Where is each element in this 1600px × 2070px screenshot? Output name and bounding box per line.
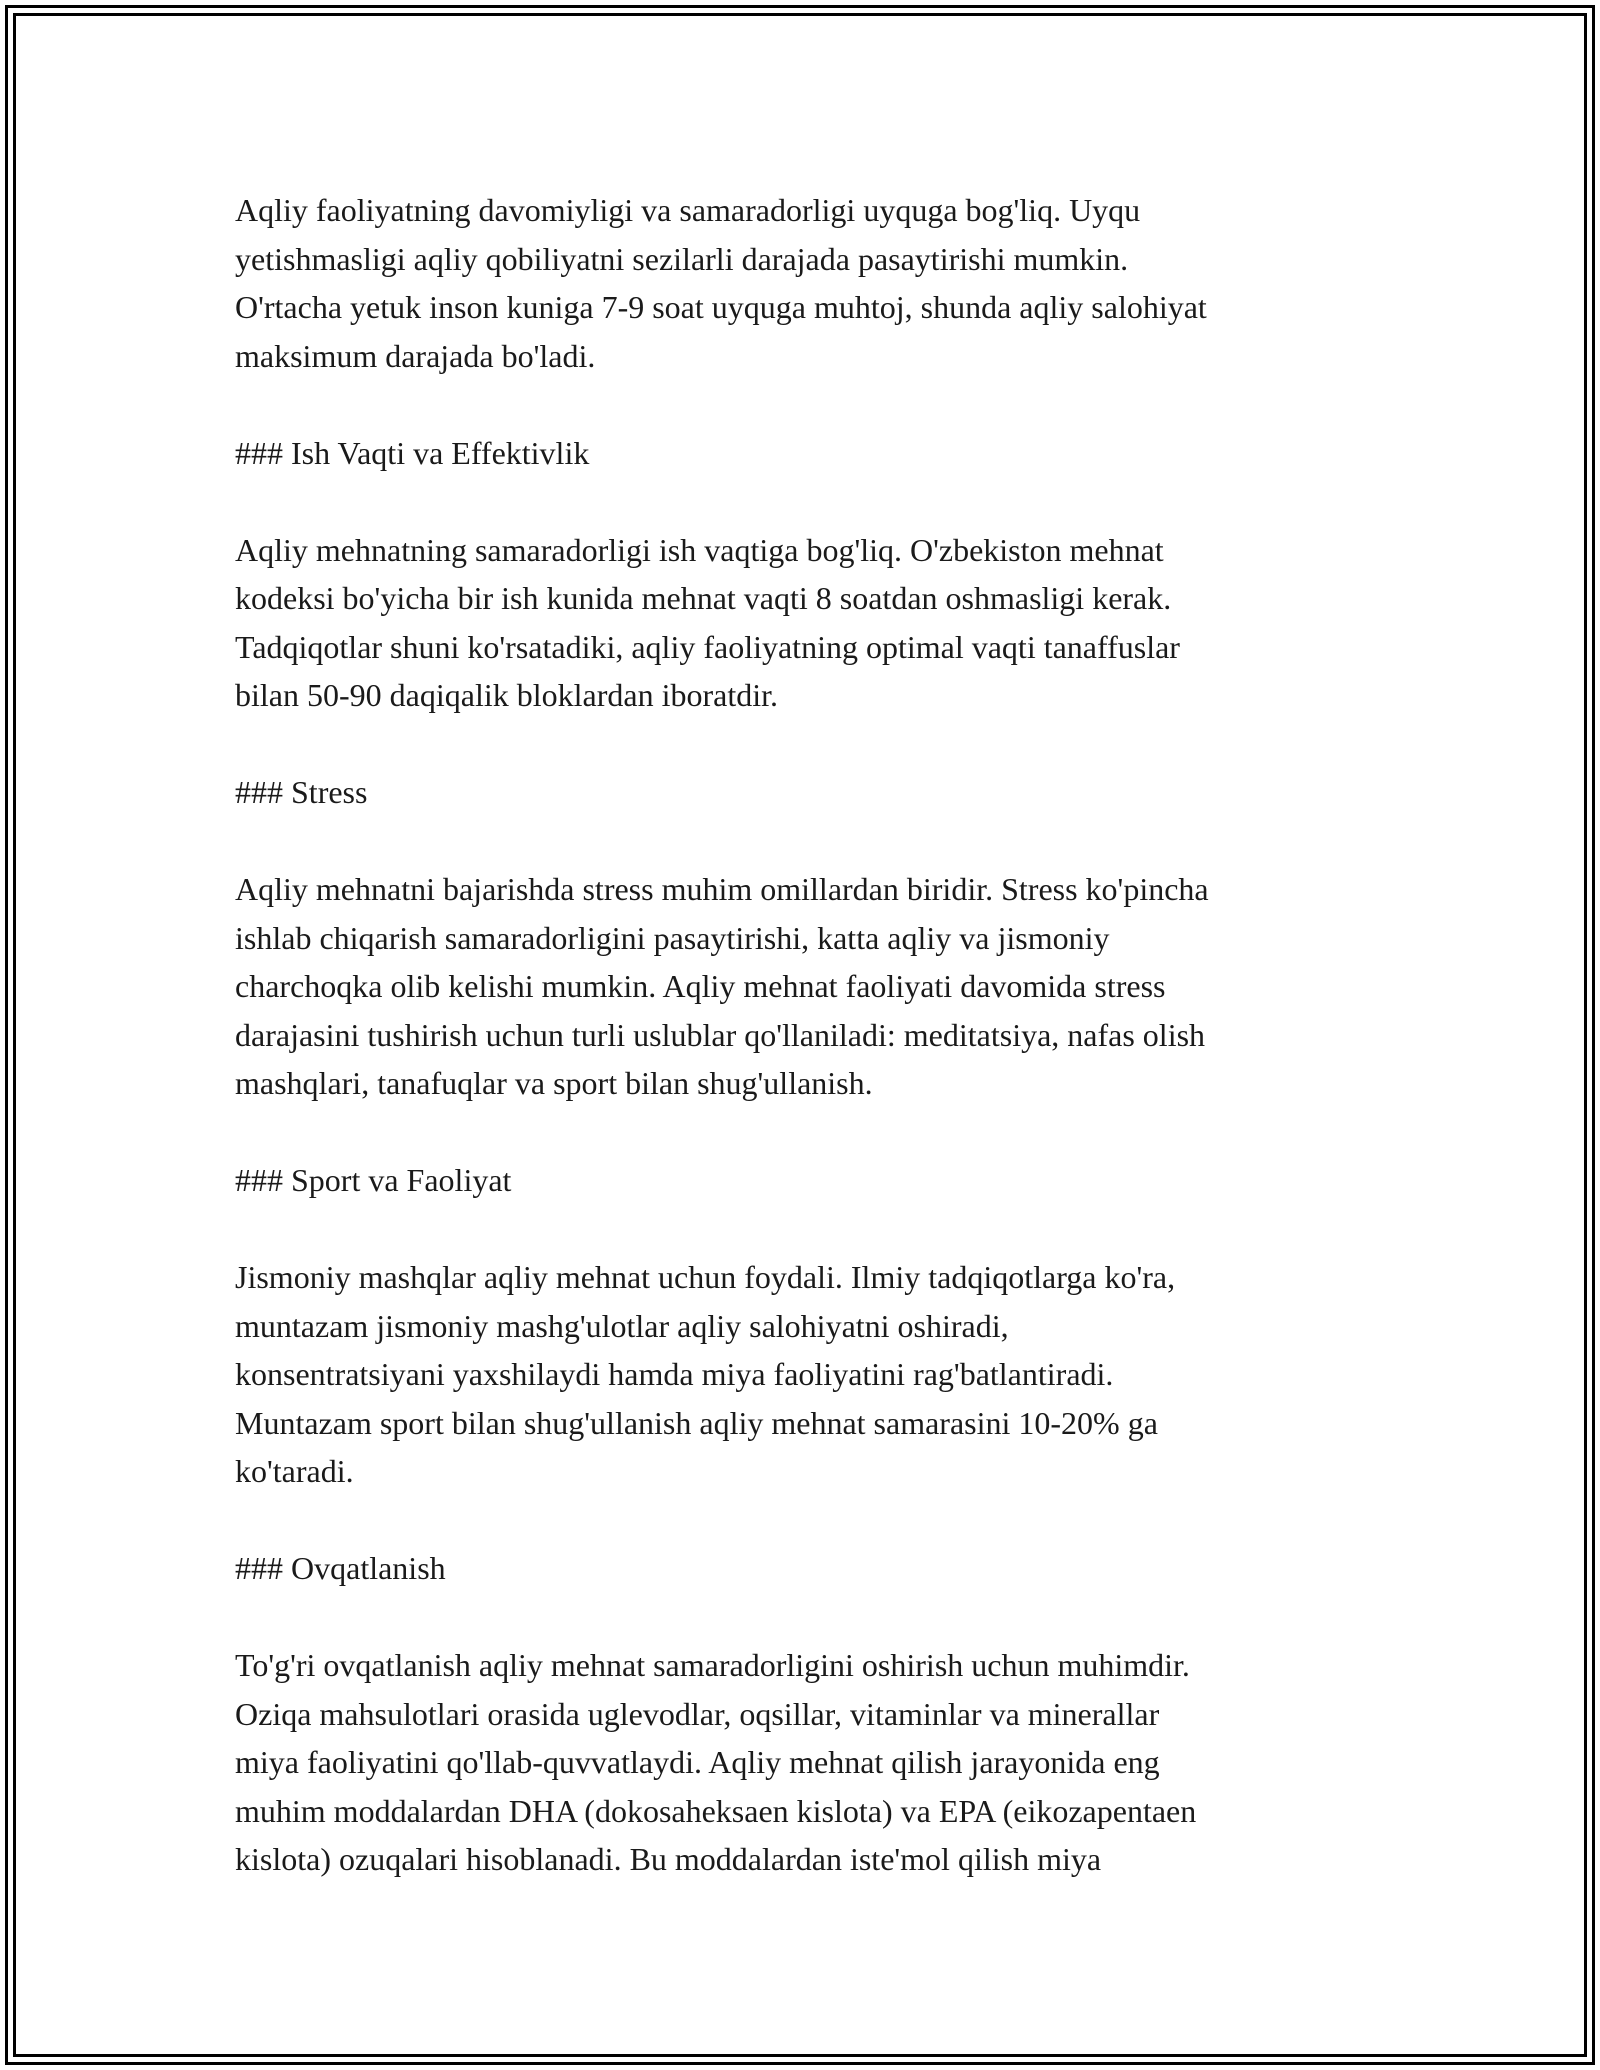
heading-work-time: ### Ish Vaqti va Effektivlik	[235, 434, 590, 471]
paragraph-work-time: Aqliy mehnatning samaradorligi ish vaqtiga bog'liq. O'zbekiston mehnat kodeksi bo'yicha bir ish kunida mehnat vaqti 8 soatdan oshmasligi kerak. Tadqiqotlar shuni ko'rsatadiki, aqliy faoliyatning optimal vaqti tanaffuslar bilan 50-90 daqiqalik bloklardan iboratdir.	[235, 531, 1180, 713]
paragraph-sleep: Aqliy faoliyatning davomiyligi va samaradorligi uyquga bog'liq. Uyqu yetishmasligi aqliy qobiliyatni sezilarli darajada pasaytirishi mumkin. O'rtacha yetuk inson kuniga 7-9 soat uyquga muhtoj, shunda aqliy salohiyat maksimum darajada bo'ladi.	[235, 192, 1207, 374]
heading-nutrition: ### Ovqatlanish	[235, 1550, 446, 1586]
paragraph-nutrition: To'g'ri ovqatlanish aqliy mehnat samaradorligini oshirish uchun muhimdir. Oziqa mahsulotlari orasida uglevodlar, oqsillar, vitaminlar va minerallar miya faoliyatini qo'llab-quvvatlaydi. Aqliy mehnat qilish jarayonida eng muhim moddalardan DHA (dokosaheksaen kislota) va EPA (eikozapentaen kislota) ozuqalari hisoblanadi. Bu moddalardan iste'mol qilish miya	[235, 1647, 1197, 1877]
document-body	[235, 186, 1375, 1884]
heading-stress: ### Stress	[235, 774, 368, 810]
paragraph-sport: Jismoniy mashqlar aqliy mehnat uchun foydali. Ilmiy tadqiqotlarga ko'ra, muntazam jismoniy mashg'ulotlar aqliy salohiyatni oshiradi, konsentratsiyani yaxshilaydi hamda miya faoliyatini rag'batlantiradi. Muntazam sport bilan shug'ullanish aqliy mehnat samarasini 10-20% ga ko'taradi.	[235, 1259, 1176, 1489]
heading-sport: ### Sport va Faoliyat	[235, 1162, 512, 1198]
paragraph-stress: Aqliy mehnatni bajarishda stress muhim omillardan biridir. Stress ko'pincha ishlab chiqarish samaradorligini pasaytirishi, katta aqliy va jismoniy charchoqka olib kelishi mumkin. Aqliy mehnat faoliyati davomida stress darajasini tushirish uchun turli uslublar qo'llaniladi: meditatsiya, nafas olish mashqlari, tanafuqlar va sport bilan shug'ullanish.	[235, 871, 1209, 1101]
